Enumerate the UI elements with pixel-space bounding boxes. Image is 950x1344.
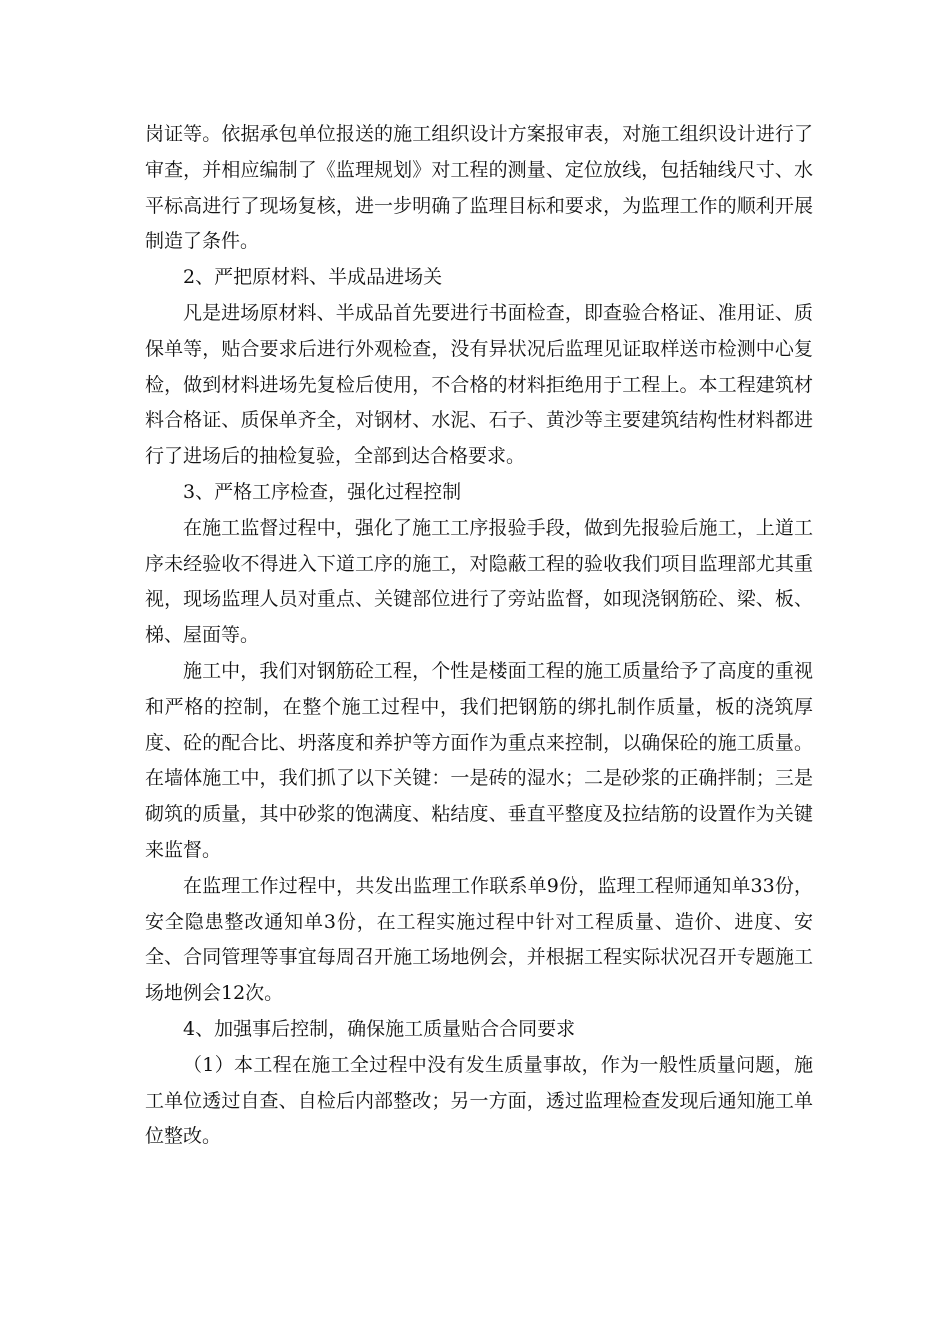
paragraph-notices-meetings: 在监理工作过程中，共发出监理工作联系单9份，监理工程师通知单33份，安全隐患整改通知单3份，在工程实施过程中针对工程质量、造价、进度、安全、合同管理等事宜每周召开施工场地例会，并根据工程实际状况召开专题施工场地例会12次。	[145, 874, 813, 1005]
section-heading-4: 4、加强事后控制，确保施工质量贴合合同要求	[183, 1017, 576, 1040]
section-heading-3: 3、严格工序检查，强化过程控制	[183, 480, 462, 503]
section-heading-2: 2、严把原材料、半成品进场关	[183, 266, 443, 289]
document-body	[145, 117, 813, 1155]
paragraph-process-inspection: 在施工监督过程中，强化了施工工序报验手段，做到先报验后施工，上道工序未经验收不得进入下道工序的施工，对隐蔽工程的验收我们项目监理部尤其重视，现场监理人员对重点、关键部位进行了旁站监督，如现浇钢筋砼、梁、板、梯、屋面等。	[145, 516, 813, 647]
paragraph-intro: 岗证等。依据承包单位报送的施工组织设计方案报审表，对施工组织设计进行了审查，并相应编制了《监理规划》对工程的测量、定位放线，包括轴线尺寸、水平标高进行了现场复核，进一步明确了监理目标和要求，为监理工作的顺利开展制造了条件。	[145, 123, 813, 253]
paragraph-concrete-control: 施工中，我们对钢筋砼工程，个性是楼面工程的施工质量给予了高度的重视和严格的控制，在整个施工过程中，我们把钢筋的绑扎制作质量，板的浇筑厚度、砼的配合比、坍落度和养护等方面作为重点来控制，以确保砼的施工质量。在墙体施工中，我们抓了以下关键：一是砖的湿水；二是砂浆的正确拌制；三是砌筑的质量，其中砂浆的饱满度、粘结度、垂直平整度及拉结筋的设置作为关键来监督。	[145, 659, 813, 861]
paragraph-materials: 凡是进场原材料、半成品首先要进行书面检查，即查验合格证、准用证、质保单等，贴合要求后进行外观检查，没有异状况后监理见证取样送市检测中心复检，做到材料进场先复检后使用，不合格的材料拒绝用于工程上。本工程建筑材料合格证、质保单齐全，对钢材、水泥、石子、黄沙等主要建筑结构性材料都进行了进场后的抽检复验，全部到达合格要求。	[145, 301, 813, 468]
paragraph-quality-accidents: （1）本工程在施工全过程中没有发生质量事故，作为一般性质量问题，施工单位透过自查、自检后内部整改；另一方面，透过监理检查发现后通知施工单位整改。	[145, 1053, 813, 1148]
